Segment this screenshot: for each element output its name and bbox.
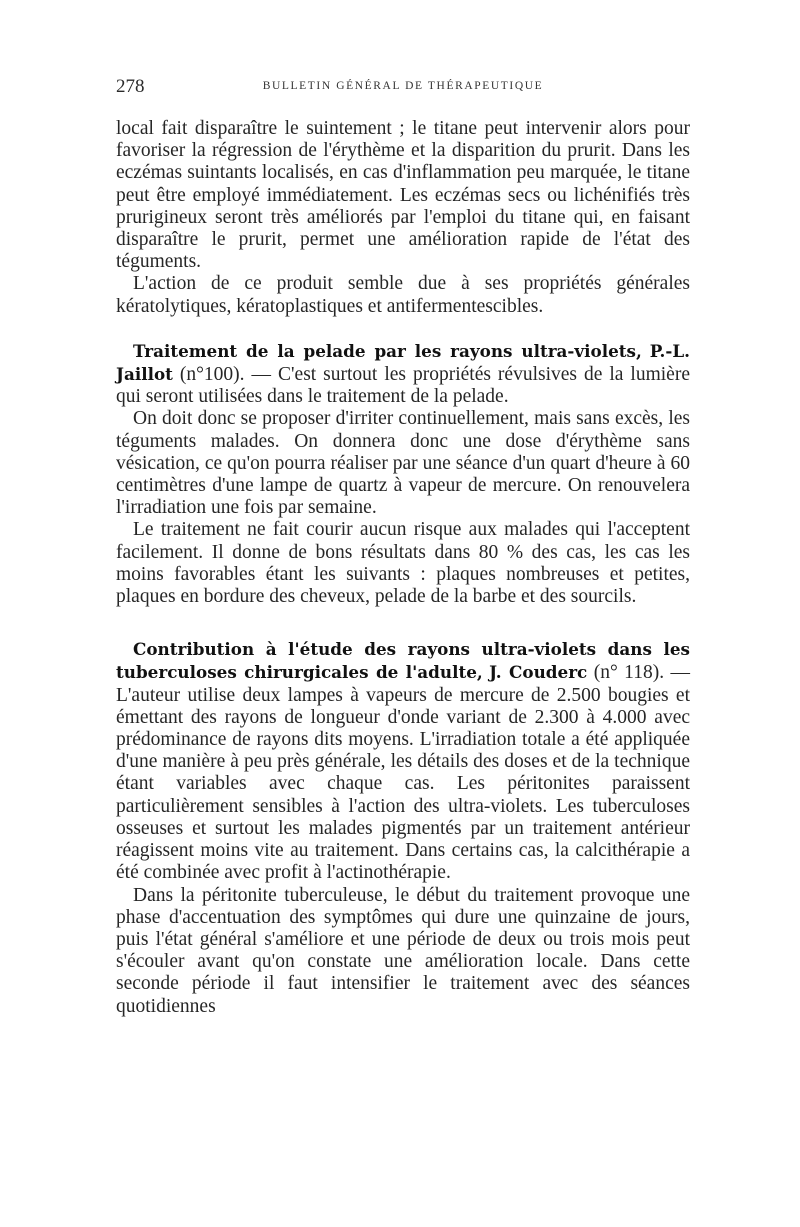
article-reference: (n° 118).: [587, 662, 665, 684]
paragraph: Le traitement ne fait courir aucun risque aux malades qui l'acceptent facilement. Il donne de bons résultats dans 80 % des cas, les cas les moins favorables étant les suivants : plaques nombreuses et petites, plaques en bordure des cheveux, pelade de la barbe et des sourcils.: [116, 519, 690, 608]
page-number: 278: [116, 76, 145, 97]
paragraph: L'action de ce produit semble due à ses propriétés générales kératolytiques, kératoplastiques et antifermentescibles.: [116, 273, 690, 317]
running-title: BULLETIN GÉNÉRAL DE THÉRAPEUTIQUE: [262, 80, 544, 92]
article-reference: (n°100). —: [172, 364, 279, 386]
section-spacer: [116, 318, 690, 340]
article-author: P.-L. Jaillot: [116, 340, 690, 385]
section-title: Contribution à l'étude des rayons ultra-violets dans les tuberculoses chirurgicales de l'adulte,: [116, 639, 690, 683]
section-title: Traitement de la pelade par les rayons ultra-violets,: [133, 340, 642, 361]
section-2-intro: [116, 638, 690, 884]
paragraph-lead: C'est surtout les propriétés révulsives de la lumière qui seront utilisées dans le traitement de la pelade.: [116, 364, 690, 408]
paragraph: Dans la péritonite tuberculeuse, le début du traitement provoque une phase d'accentuation des symptômes qui dure une quinzaine de jours, puis l'état général s'améliore et une période de deux ou trois mois peut s'écouler avant qu'on constate une amélioration locale. Dans cette seconde période il faut intensifier le traitement avec des séances quotidiennes: [116, 884, 690, 1017]
body-text: [116, 118, 690, 1018]
article-author: J. Couderc: [489, 662, 588, 683]
page-header: [116, 76, 690, 102]
paragraph: local fait disparaître le suintement ; le titane peut intervenir alors pour favoriser la régression de l'érythème et la disparition du prurit. Dans les eczémas suintants localisés, en cas d'inflammation peu marquée, le titane peut être employé immédiatement. Les eczémas secs ou lichénifiés très prurigineux seront très améliorés par l'emploi du titane qui, en faisant disparaître le prurit, permet une amélioration rapide de l'état des téguments.: [116, 118, 690, 273]
paragraph: On doit donc se proposer d'irriter continuellement, mais sans excès, les téguments malades. On donnera donc une dose d'érythème sans vésication, ce qu'on pourra réaliser par une séance d'un quart d'heure à 60 centimètres d'une lampe de quartz à vapeur de mercure. On renouvelera l'irradiation une fois par semaine.: [116, 408, 690, 519]
section-spacer: [116, 608, 690, 638]
paragraph-lead: — L'auteur utilise deux lampes à vapeurs de mercure de 2.500 bougies et émettant des rayons de longueur d'onde variant de 2.300 à 4.000 avec prédominance de rayons dits moyens. L'irradiation totale a été appliquée d'une manière à peu près générale, les détails des doses et de la technique étant variables avec chaque cas. Les péritonites paraissent particulièrement sensibles à l'action des ultra-violets. Les tuberculoses osseuses et surtout les malades pigmentés par un traitement antérieur réagissent moins vite au traitement. Dans certains cas, la calcithérapie a été combinée avec profit à l'actinothérapie.: [116, 662, 691, 884]
section-1-intro: [116, 340, 690, 409]
